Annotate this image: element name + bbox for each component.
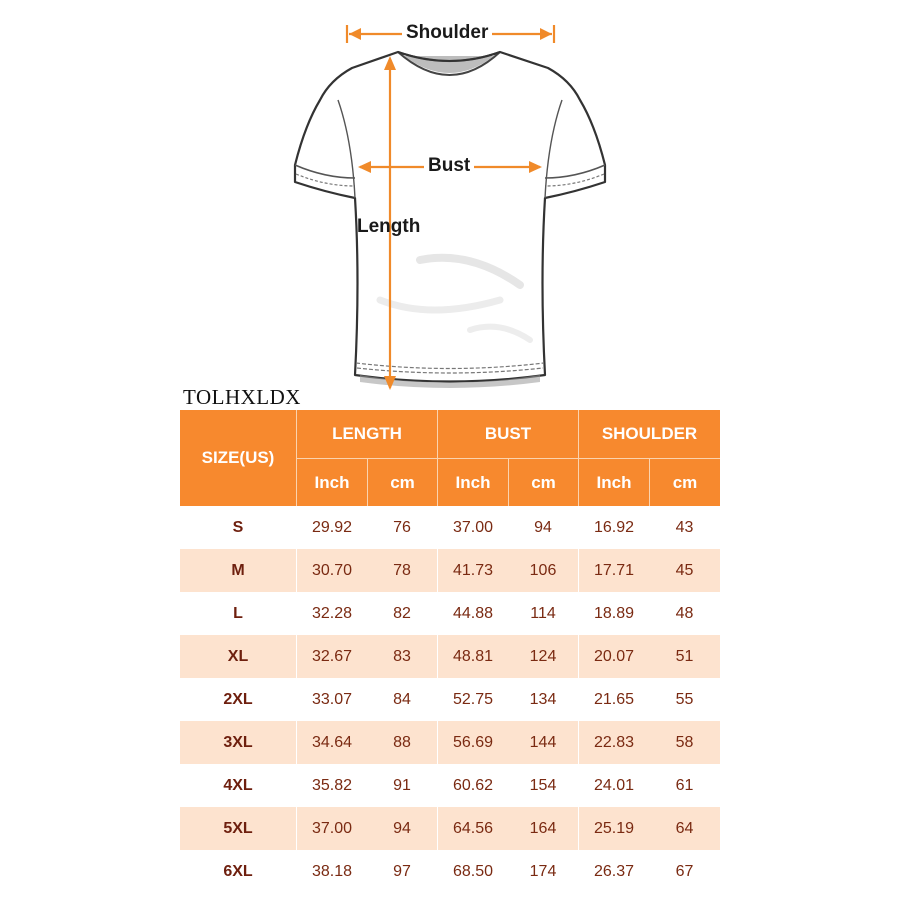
size-header: SIZE(US): [180, 410, 296, 506]
measurement-cell: 94: [534, 518, 552, 536]
measurement-cell: 29.92: [311, 518, 353, 536]
table-row: [180, 635, 720, 678]
unit-header: Inch: [578, 459, 649, 506]
measurement-cell: 58: [649, 721, 720, 764]
measurement-cell: 124: [508, 635, 578, 678]
bust-label: Bust: [424, 155, 474, 177]
measurement-cell: 25.19: [578, 807, 649, 850]
tshirt-outline: [295, 52, 605, 388]
measurement-cell: 17.71: [578, 549, 649, 592]
size-cell: 5XL: [180, 807, 296, 850]
measurement-cell: 21.65: [593, 690, 635, 708]
measurement-cell: 91: [393, 776, 411, 794]
measurement-cell: 106: [508, 549, 578, 592]
measurement-cell: 97: [393, 862, 411, 880]
measurement-cell: 61: [675, 776, 694, 794]
unit-header: cm: [508, 459, 578, 506]
measurement-cell: 114: [530, 604, 556, 622]
measurement-cell: 20.07: [578, 635, 649, 678]
tshirt-measurement-diagram: [0, 0, 900, 400]
measurement-cell: 52.75: [452, 690, 494, 708]
unit-header: Inch: [296, 459, 367, 506]
table-row: [180, 506, 720, 549]
table-row: [180, 721, 720, 764]
measurement-cell: 32.28: [311, 604, 353, 622]
measurement-cell: 37.00: [452, 518, 494, 536]
measurement-cell: 48: [675, 604, 694, 622]
measurement-cell: 67: [675, 862, 694, 880]
measurement-cell: 64: [649, 807, 720, 850]
measurement-cell: 30.70: [296, 549, 367, 592]
measurement-cell: 82: [393, 604, 411, 622]
measurement-cell: 32.67: [296, 635, 367, 678]
measurement-cell: 24.01: [593, 776, 635, 794]
measurement-cell: 64.56: [437, 807, 508, 850]
unit-header: cm: [367, 459, 437, 506]
unit-header: Inch: [437, 459, 508, 506]
measurement-cell: 45: [649, 549, 720, 592]
measurement-cell: 144: [508, 721, 578, 764]
length-label: Length: [357, 216, 421, 237]
size-cell: L: [233, 604, 243, 622]
measurement-cell: 134: [529, 690, 557, 708]
size-cell: S: [232, 518, 244, 536]
measurement-cell: 154: [529, 776, 557, 794]
measurement-cell: 51: [649, 635, 720, 678]
table-row: [180, 850, 720, 893]
header-row-groups: [180, 410, 720, 459]
measurement-cell: 84: [393, 690, 411, 708]
unit-header: cm: [649, 459, 720, 506]
table-row: [180, 592, 720, 635]
measurement-cell: 56.69: [437, 721, 508, 764]
measurement-cell: 68.50: [452, 862, 494, 880]
tshirt-illustration: [0, 0, 900, 400]
size-cell: XL: [180, 635, 296, 678]
measurement-cell: 26.37: [593, 862, 635, 880]
measurement-cell: 94: [367, 807, 437, 850]
table-row: [180, 678, 720, 721]
size-chart-table: [180, 410, 720, 893]
size-cell: 6XL: [223, 862, 253, 880]
measurement-cell: 60.62: [452, 776, 494, 794]
measurement-cell: 44.88: [452, 604, 494, 622]
measurement-cell: 18.89: [593, 604, 635, 622]
measurement-cell: 33.07: [311, 690, 353, 708]
table-row: [180, 549, 720, 592]
size-cell: 2XL: [223, 690, 253, 708]
measurement-cell: 83: [367, 635, 437, 678]
measurement-cell: 37.00: [296, 807, 367, 850]
table-row: [180, 764, 720, 807]
measurement-cell: 48.81: [437, 635, 508, 678]
measurement-cell: 35.82: [311, 776, 353, 794]
measurement-cell: 41.73: [437, 549, 508, 592]
size-cell: 3XL: [180, 721, 296, 764]
size-rows: [180, 506, 720, 893]
size-cell: M: [180, 549, 296, 592]
measurement-cell: 16.92: [593, 518, 635, 536]
group-header-shoulder: SHOULDER: [578, 410, 720, 459]
table-row: [180, 807, 720, 850]
measurement-cell: 55: [675, 690, 694, 708]
measurement-cell: 174: [529, 862, 557, 880]
measurement-cell: 76: [393, 518, 411, 536]
group-header-length: LENGTH: [296, 410, 437, 459]
measurement-cell: 78: [367, 549, 437, 592]
measurement-cell: 164: [508, 807, 578, 850]
measurement-cell: 22.83: [578, 721, 649, 764]
size-cell: 4XL: [223, 776, 253, 794]
measurement-cell: 43: [675, 518, 694, 536]
measurement-cell: 38.18: [311, 862, 353, 880]
shoulder-label: Shoulder: [402, 22, 492, 44]
brand-name: TOLHXLDX: [183, 385, 301, 409]
measurement-cell: 88: [367, 721, 437, 764]
measurement-cell: 34.64: [296, 721, 367, 764]
group-header-bust: BUST: [437, 410, 578, 459]
